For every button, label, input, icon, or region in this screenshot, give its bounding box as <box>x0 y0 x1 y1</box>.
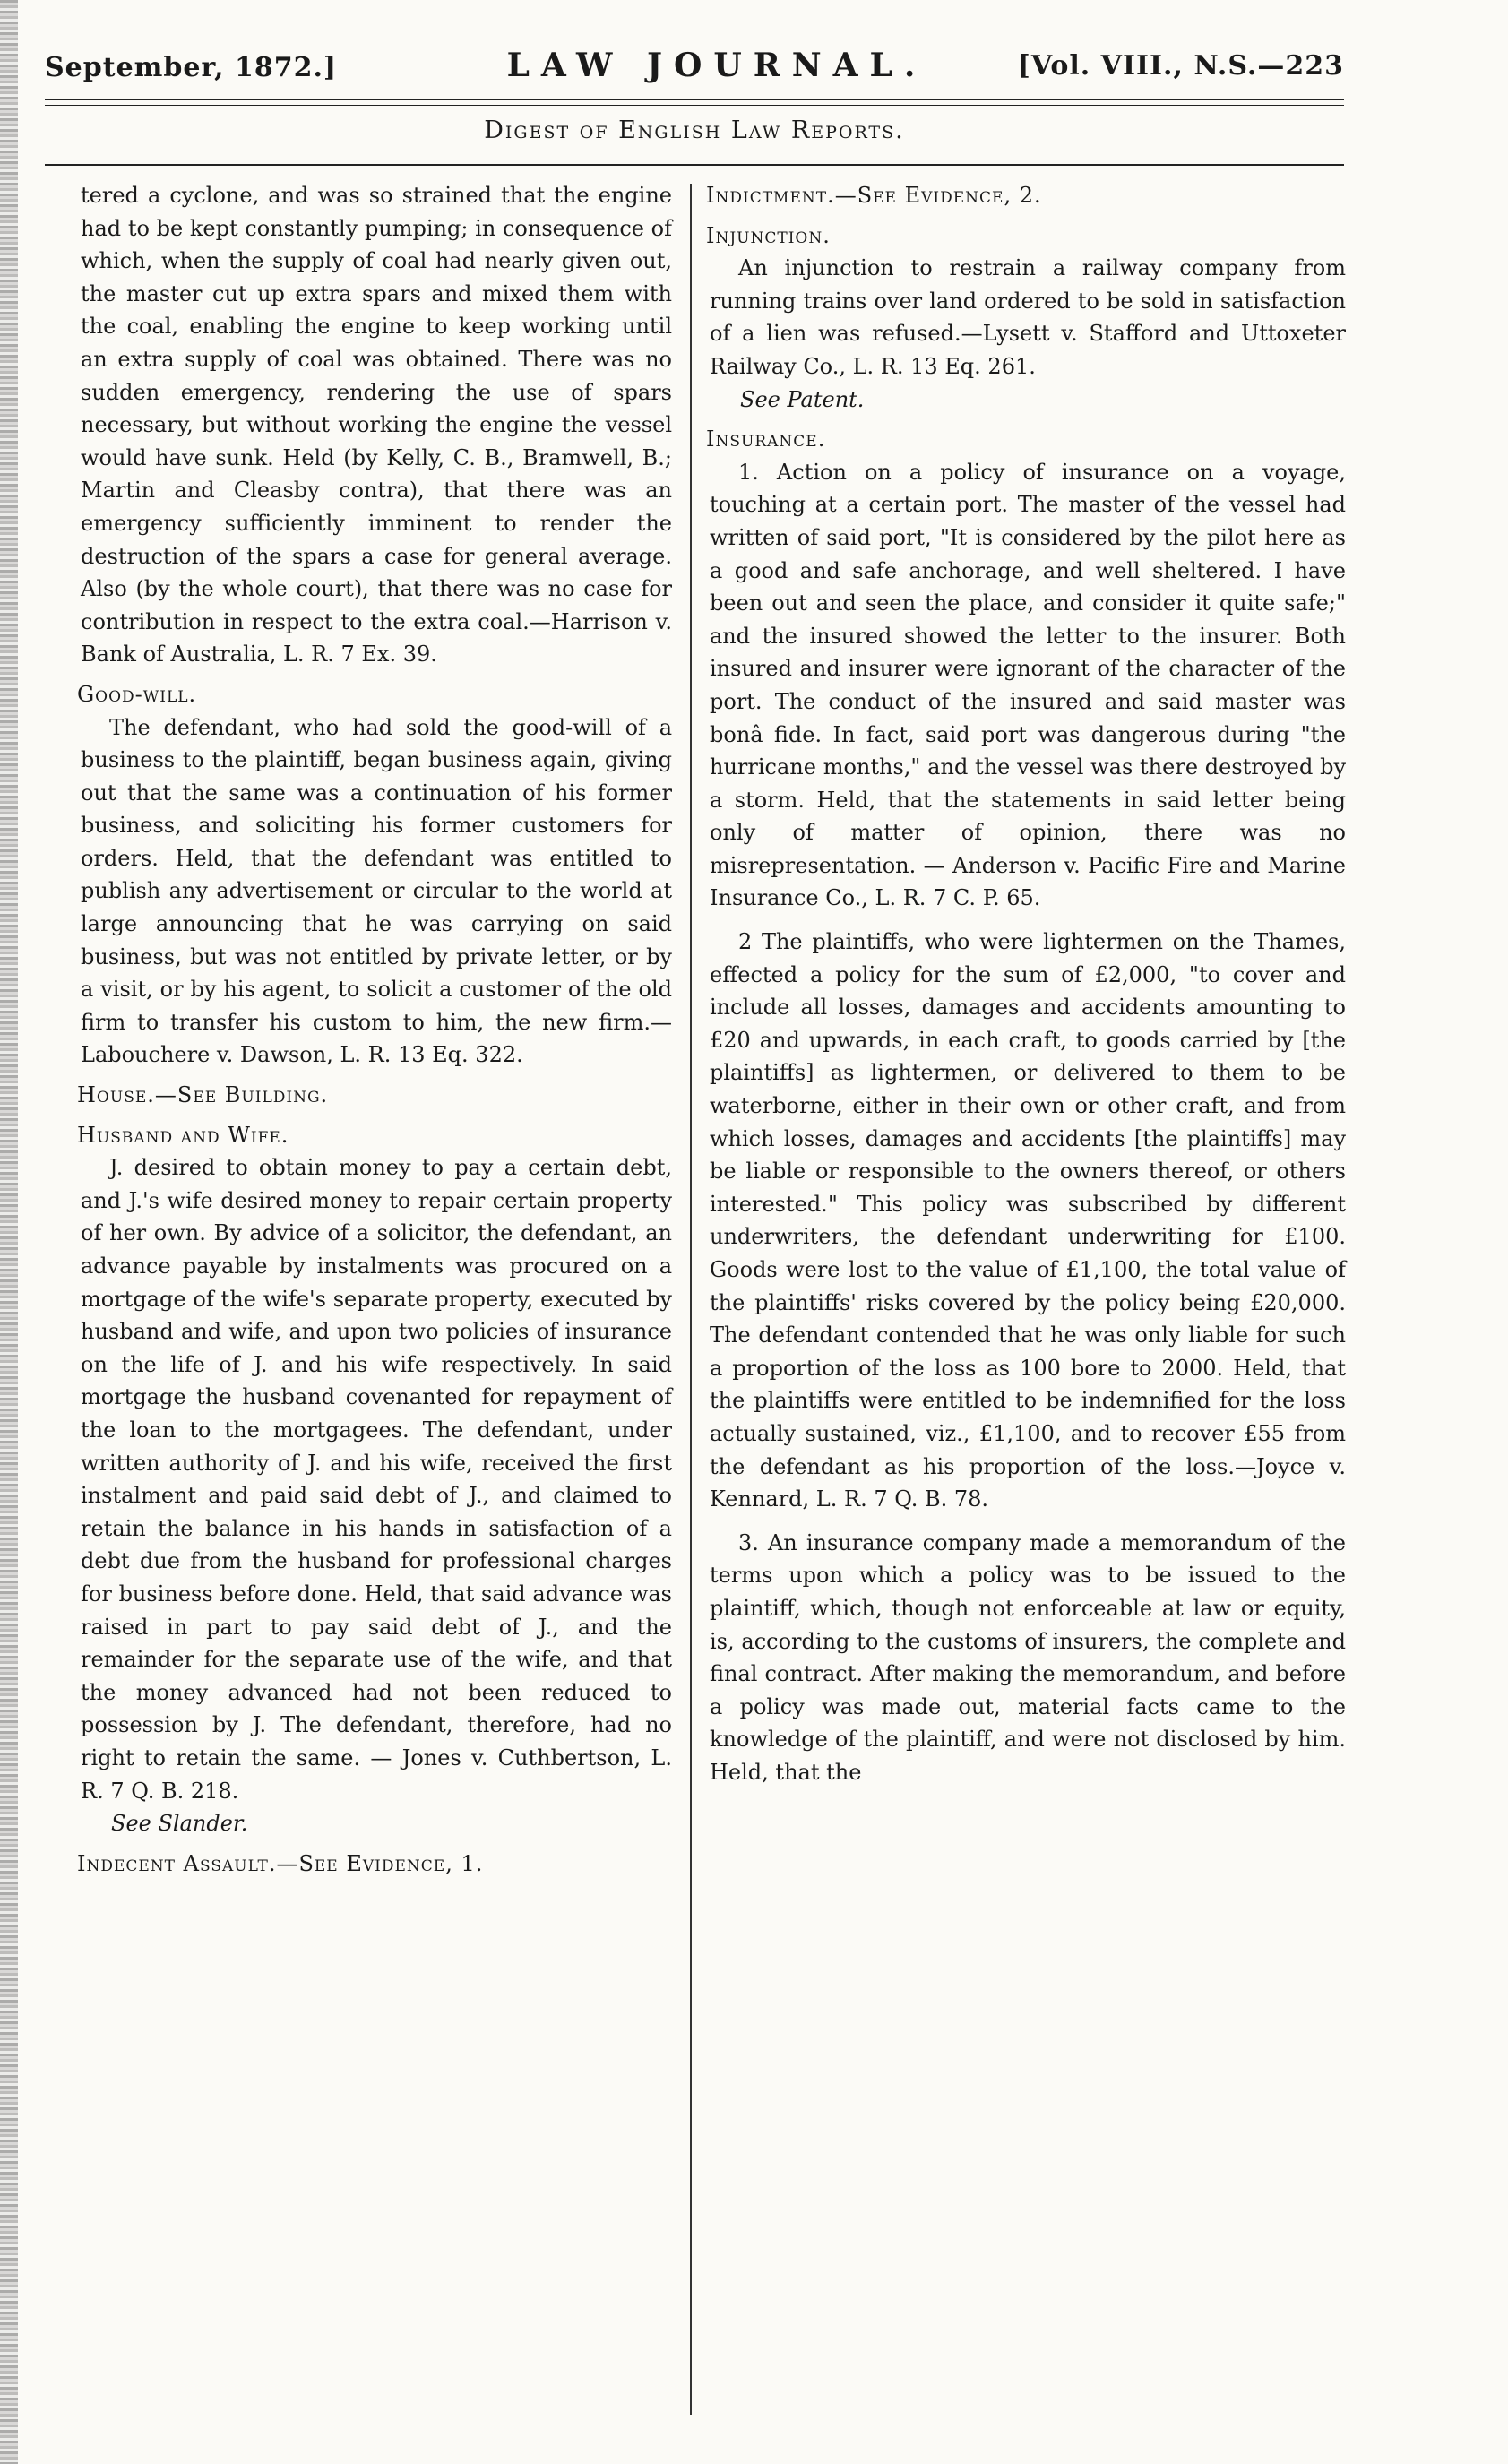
insurance-entry-3: 3. An insurance company made a memorandum of the terms upon which a policy was to be issued to the plaintiff, which, though not enforceable at law or equity, is, according to the customs of insurers, the complete and final contract. After making the memorandum, and before a policy was made out, material facts came to the knowledge of the plaintiff, and were not disclosed by him. Held, that the <box>710 1529 1346 1785</box>
husband-and-wife-entry: J. desired to obtain money to pay a certain debt, and J.'s wife desired money to repair certain property of her own. By advice of a solicitor, the defendant, an advance payable by instalments was procured on a mortgage of the wife's separate property, executed by husband and wife, and upon two policies of insurance on the life of J. and his wife respectively. In said mortgage the husband covenanted for repayment of the loan to the mortgagees. The defendant, under written authority of J. and his wife, received the first instalment and paid said debt of J., and claimed to retain the balance in his hands in satisfaction of a debt due from the husband for professional charges for business before done. Held, that said advance was raised in part to pay said debt of J., and the remainder for the separate use of the wife, and that the money advanced had not been reduced to possession by J. The defendant, therefore, had no right to retain the same. — Jones v. Cuthbertson, L. R. 7 Q. B. 218. <box>81 1155 672 1804</box>
header-journal-title: LAW JOURNAL. <box>506 47 927 84</box>
scanned-binding-edge <box>0 0 18 2464</box>
heading-injunction: Injunction. <box>706 222 831 248</box>
left-column <box>77 179 672 1880</box>
heading-indecent-assault: Indecent Assault.—See Evidence, 1. <box>77 1850 484 1876</box>
header-rule-thin <box>45 105 1344 106</box>
heading-house: House.—See Building. <box>77 1082 329 1108</box>
insurance-entry-2: 2 The plaintiffs, who were lightermen on the Thames, effected a policy for the sum of £2,000, "to cover and include all losses, damages and accidents amounting to £20 and upwards, in each craft, to goods carried by [the plaintiffs] as lightermen, or delivered to them to be waterborne, either in their own or other craft, and from which losses, damages and accidents [the plaintiffs] may be liable or responsible to the owners thereof, or others interested." This policy was subscribed by different underwriters, the defendant underwriting for £100. Goods were lost to the value of £1,100, the total value of the plaintiffs' risks covered by the policy being £20,000. The defendant contended that he was only liable for such a proportion of the loss as 100 bore to 2000. Held, that the plaintiffs were entitled to be indemnified for the loss actually sustained, viz., £1,100, and to recover £55 from the defendant as his proportion of the loss.—Joyce v. Kennard, L. R. 7 Q. B. 78. <box>710 929 1346 1512</box>
cross-reference-patent: See Patent. <box>740 386 865 412</box>
cyclone-continuation: tered a cyclone, and was so strained that the engine had to be kept constantly pumping; in consequence of which, when the supply of coal had nearly given out, the master cut up extra spars and mixed them with the coal, enabling the engine to keep working until an extra supply of coal was obtained. There was no sudden emergency, rendering the use of spars necessary, but without working the engine the vessel would have sunk. Held (by Kelly, C. B., Bramwell, B.; Martin and Cleasby contra), that there was an emergency sufficiently imminent to render the destruction of the spars a case for general average. Also (by the whole court), that there was no case for contribution in respect to the extra coal.—Harrison v. Bank of Australia, L. R. 7 Ex. 39. <box>81 183 672 668</box>
good-will-entry: The defendant, who had sold the good-will of a business to the plaintiff, began business again, giving out that the same was a continuation of his former business, and soliciting his former customers for orders. Held, that the defendant was entitled to publish any advertisement or circular to the world at large announcing that he was carrying on said business, but was not entitled by private letter, or by a visit, or by his agent, to solicit a customer of the old firm to transfer his custom to him, the new firm.—Labouchere v. Dawson, L. R. 13 Eq. 322. <box>81 714 672 1068</box>
heading-insurance: Insurance. <box>706 426 826 452</box>
heading-indictment: Indictment.—See Evidence, 2. <box>706 183 1042 208</box>
heading-good-will: Good-will. <box>77 681 197 707</box>
cross-reference-slander: See Slander. <box>111 1811 248 1837</box>
insurance-entry-1: 1. Action on a policy of insurance on a voyage, touching at a certain port. The master of the vessel had written of said port, "It is considered by the pilot here as a good and safe anchorage, and well sheltered. I have been out and seen the place, and consider it quite safe;" and the insured showed the letter to the insurer. Both insured and insurer were ignorant of the character of the port. The conduct of the insured and said master was bonâ fide. In fact, said port was dangerous during "the hurricane months," and the vessel was there destroyed by a storm. Held, that the statements in said letter being only of matter of opinion, there was no misrepresentation. — Anderson v. Pacific Fire and Marine Insurance Co., L. R. 7 C. P. 65. <box>710 459 1346 911</box>
column-divider <box>690 184 692 2415</box>
running-header <box>45 36 1344 90</box>
header-volume: [Vol. VIII., N.S.—223 <box>1017 50 1344 82</box>
section-rule <box>45 164 1344 166</box>
header-rule-thick <box>45 99 1344 100</box>
header-date: September, 1872.] <box>45 52 338 83</box>
right-column <box>706 179 1346 1789</box>
heading-husband-and-wife: Husband and Wife. <box>77 1122 289 1148</box>
section-title: Digest of English Law Reports. <box>484 116 905 144</box>
injunction-entry: An injunction to restrain a railway company from running trains over land ordered to be sold in satisfaction of a lien was refused.—Lysett v. Stafford and Uttoxeter Railway Co., L. R. 13 Eq. 261. <box>710 255 1346 379</box>
